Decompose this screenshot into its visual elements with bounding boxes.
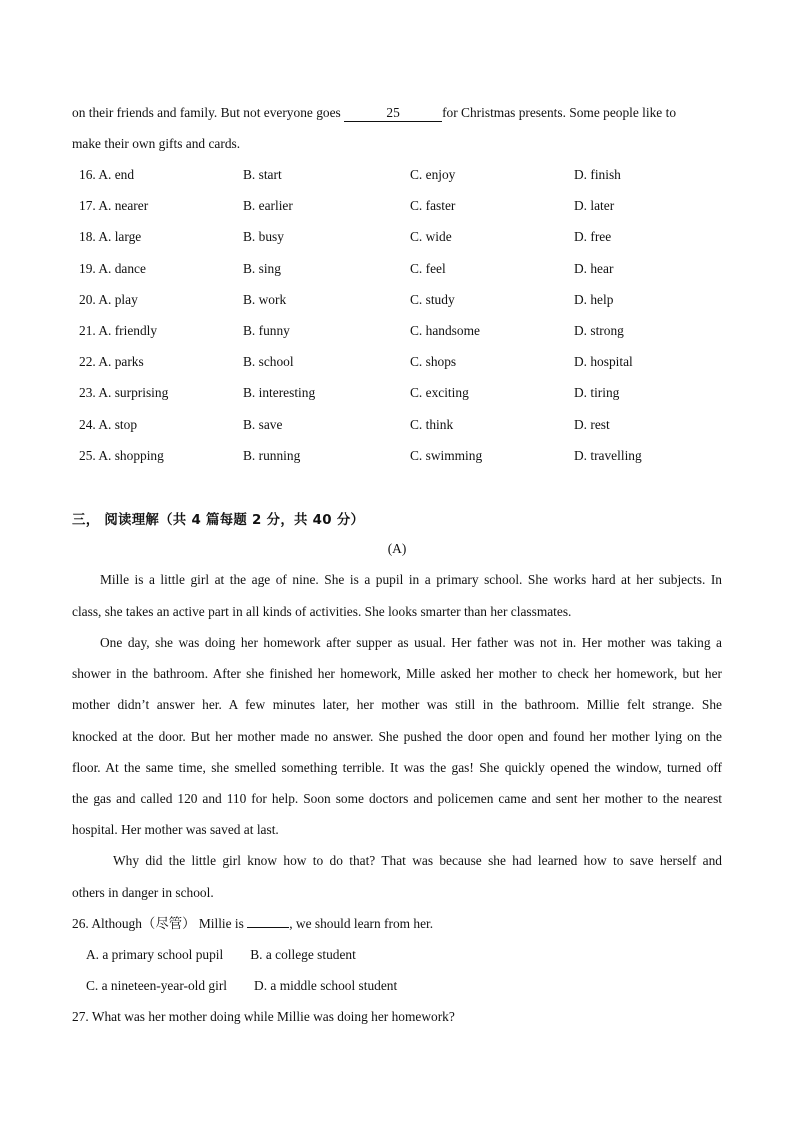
option-d: D. hear <box>574 261 614 276</box>
option-d: D. free <box>574 229 612 244</box>
option-c: C. shops <box>410 354 457 369</box>
option-a: 22. A. parks <box>79 354 144 369</box>
option-a: 17. A. nearer <box>79 198 149 213</box>
answer-blank <box>247 927 289 928</box>
option-a: A. a primary school pupil <box>86 947 224 962</box>
question-26-options <box>86 947 738 963</box>
option-d: D. a middle school student <box>254 978 398 993</box>
option-d: D. later <box>574 198 615 213</box>
option-b: B. start <box>243 167 282 182</box>
option-c: C. a nineteen-year-old girl <box>86 978 228 993</box>
option-b: B. interesting <box>243 385 316 400</box>
option-c: C. think <box>410 417 454 432</box>
option-c: C. wide <box>410 229 452 244</box>
passage-line: Why did the little girl know how to do that? That was because she had learned how to save herself and <box>113 853 722 868</box>
option-b: B. busy <box>243 229 284 244</box>
passage-line: the gas and called 120 and 110 for help. Soon some doctors and policemen came and sent her mother to the nearest <box>72 791 722 806</box>
option-c: C. exciting <box>410 385 469 400</box>
passage-line: floor. At the same time, she smelled something terrible. It was the gas! She quickly opened the window, turned off <box>72 760 722 775</box>
option-a: 20. A. play <box>79 292 138 307</box>
option-c: C. study <box>410 292 455 307</box>
option-b: B. work <box>243 292 287 307</box>
option-b: B. sing <box>243 261 281 276</box>
option-d: D. travelling <box>574 448 642 463</box>
option-a: 24. A. stop <box>79 417 138 432</box>
option-a: 18. A. large <box>79 229 142 244</box>
option-a: 25. A. shopping <box>79 448 164 463</box>
passage-line: on their friends and family. But not everyone goes 25 for Christmas presents. Some people like to <box>72 105 677 120</box>
passage-line: mother didn’t answer her. A few minutes later, her mother was still in the bathroom. Millie felt strange. She <box>72 697 722 712</box>
passage-line: knocked at the door. But her mother made no answer. She pushed the door open and found her mother lying on the <box>72 729 722 744</box>
option-c: C. faster <box>410 198 456 213</box>
option-b: B. save <box>243 417 283 432</box>
passage-line: hospital. Her mother was saved at last. <box>72 822 279 837</box>
option-c: C. enjoy <box>410 167 456 182</box>
passage-line: One day, she was doing her homework after supper as usual. Her father was not in. Her mother was taking a <box>100 635 722 650</box>
passage-label: (A) <box>387 541 407 556</box>
question-26-options <box>86 978 738 994</box>
option-c: C. swimming <box>410 448 483 463</box>
option-b: B. school <box>243 354 294 369</box>
option-c: C. handsome <box>410 323 480 338</box>
passage-line: make their own gifts and cards. <box>72 136 241 151</box>
option-a: 23. A. surprising <box>79 385 169 400</box>
option-d: D. finish <box>574 167 621 182</box>
option-d: D. tiring <box>574 385 620 400</box>
option-a: 16. A. end <box>79 167 135 182</box>
option-a: 21. A. friendly <box>79 323 158 338</box>
option-b: B. a college student <box>250 947 356 962</box>
passage-line: class, she takes an active part in all kinds of activities. She looks smarter than her classmates. <box>72 604 572 619</box>
option-a: 19. A. dance <box>79 261 146 276</box>
section-title: 三， 阅读理解（共 4 篇每题 2 分，共 40 分） <box>72 513 365 528</box>
option-b: B. funny <box>243 323 290 338</box>
question-26: 26. Although（尽管） Millie is , we should learn from her. <box>72 916 434 931</box>
question-27: 27. What was her mother doing while Millie was doing her homework? <box>72 1009 455 1024</box>
passage-line: others in danger in school. <box>72 885 214 900</box>
option-d: D. help <box>574 292 614 307</box>
passage-line: Mille is a little girl at the age of nine. She is a pupil in a primary school. She works hard at her subjects. In <box>100 572 722 587</box>
option-d: D. hospital <box>574 354 633 369</box>
blank-25: 25 <box>344 105 442 122</box>
option-d: D. strong <box>574 323 624 338</box>
option-b: B. running <box>243 448 301 463</box>
option-c: C. feel <box>410 261 446 276</box>
option-b: B. earlier <box>243 198 293 213</box>
option-d: D. rest <box>574 417 610 432</box>
passage-line: shower in the bathroom. After she finished her homework, Mille asked her mother to check her homework, but her <box>72 666 722 681</box>
